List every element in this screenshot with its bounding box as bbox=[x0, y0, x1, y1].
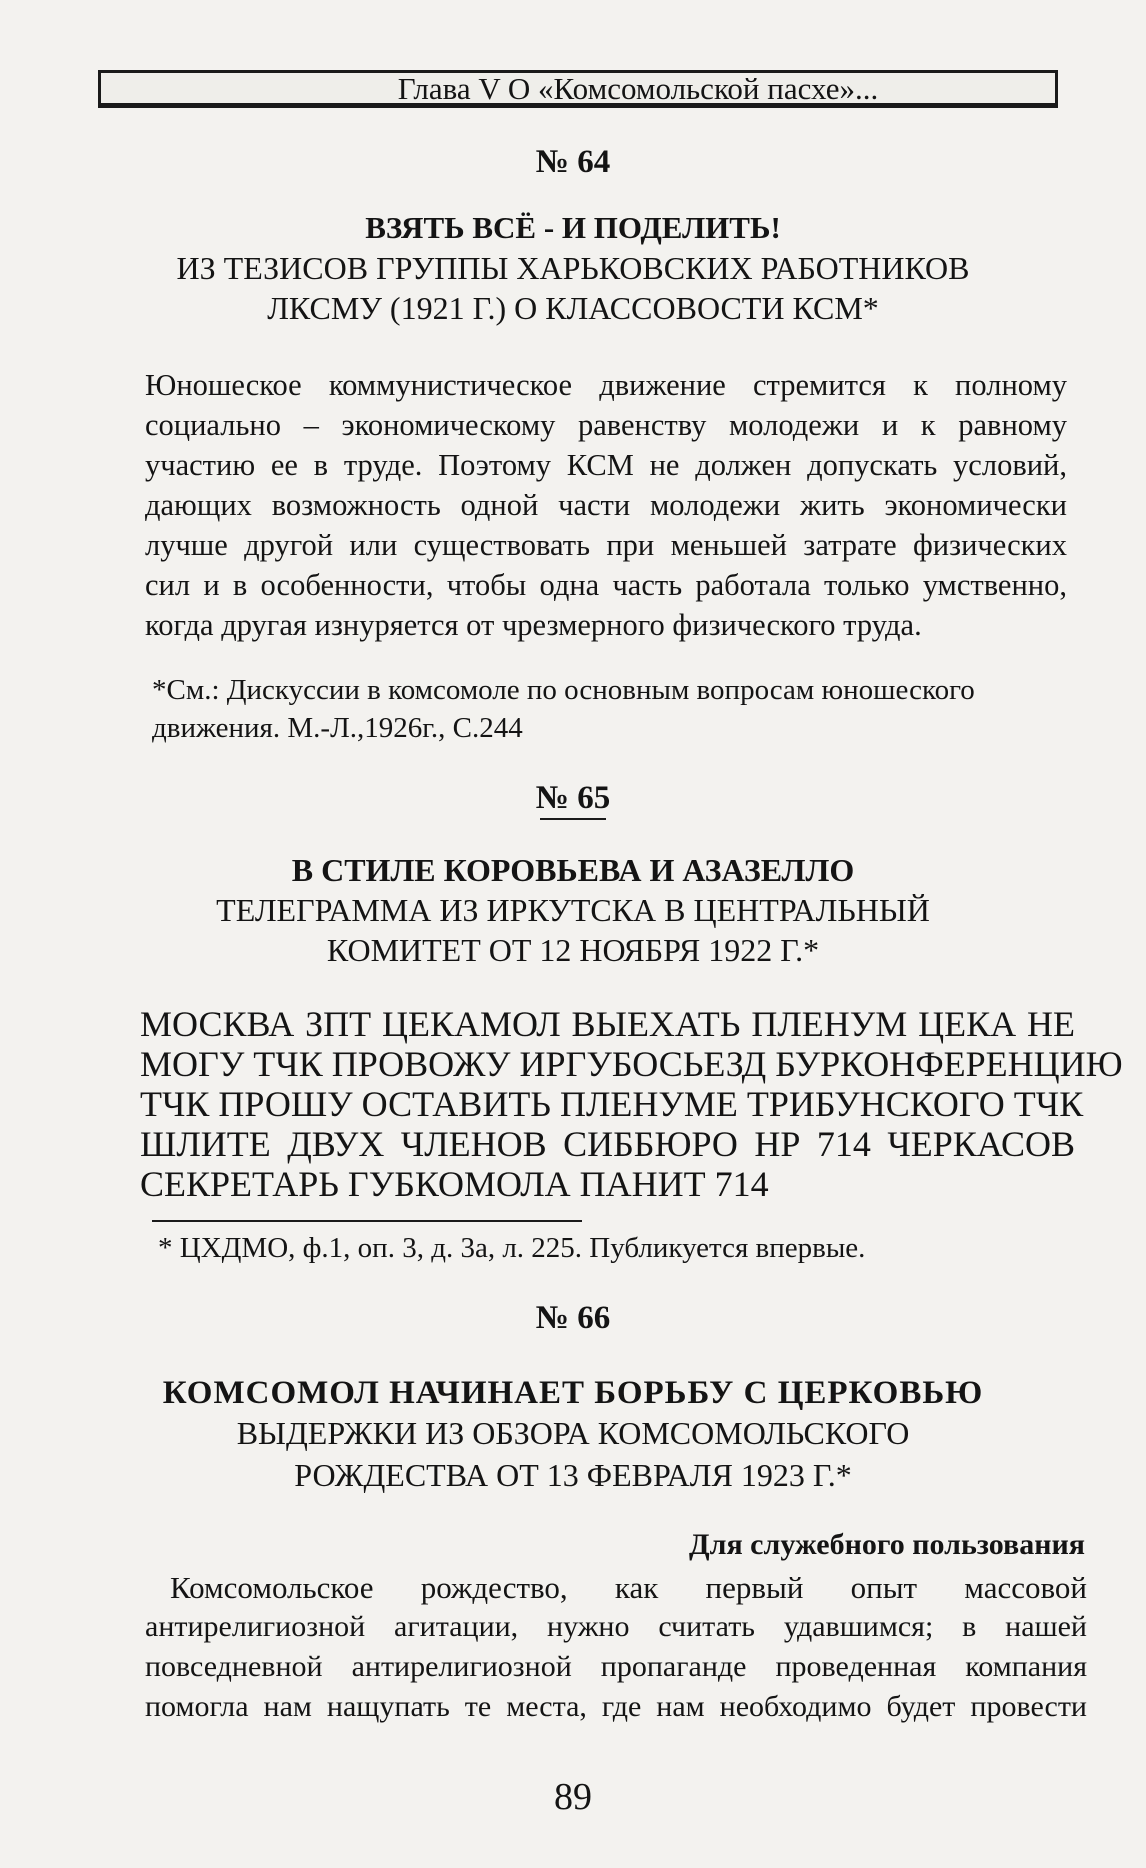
running-header-text: Глава V О «Комсомольской пасхе»... bbox=[397, 71, 879, 106]
doc64-body-line: дающих возможность одной части молодежи жить экономически bbox=[145, 488, 1067, 522]
doc64-subtitle-line: ИЗ ТЕЗИСОВ ГРУППЫ ХАРЬКОВСКИХ РАБОТНИКОВ bbox=[176, 250, 970, 286]
doc66-body-line: повседневной антирелигиозной пропаганде проведенная компания bbox=[145, 1650, 1087, 1683]
doc64-body-line: лучше другой или существовать при меньшей затрате физических bbox=[145, 528, 1067, 562]
doc66-title: КОМСОМОЛ НАЧИНАЕТ БОРЬБУ С ЦЕРКОВЬЮ bbox=[162, 1375, 984, 1411]
doc65-footnote: * ЦХДМО, ф.1, оп. 3, д. 3а, л. 225. Публикуется впервые. bbox=[158, 1232, 866, 1264]
doc64-subtitle-line: ЛКСМУ (1921 Г.) О КЛАССОВОСТИ КСМ* bbox=[267, 290, 879, 326]
doc65-number: № 65 bbox=[535, 780, 611, 816]
classification-label: Для служебного пользования bbox=[688, 1528, 1085, 1561]
page-number: 89 bbox=[554, 1776, 592, 1818]
footnote-separator bbox=[152, 1220, 582, 1222]
doc64-body-line: участию ее в труде. Поэтому КСМ не должен допускать условий, bbox=[145, 448, 1067, 482]
doc66-subtitle-line: РОЖДЕСТВА ОТ 13 ФЕВРАЛЯ 1923 Г.* bbox=[294, 1457, 852, 1493]
doc64-body-line: сил и в особенности, чтобы одна часть работала только умственно, bbox=[145, 568, 1067, 602]
doc66-body-line: антирелигиозной агитации, нужно считать удавшимся; в нашей bbox=[145, 1610, 1087, 1643]
doc66-body-line: Комсомольское рождество, как первый опыт массовой bbox=[170, 1570, 1087, 1605]
telegram-line: МОГУ ТЧК ПРОВОЖУ ИРГУБОСЬЕЗД БУРКОНФЕРЕНЦИЮ bbox=[140, 1044, 1123, 1084]
doc66-number: № 66 bbox=[535, 1300, 611, 1336]
doc64-body-line: социально – экономическому равенству молодежи и к равному bbox=[145, 408, 1067, 442]
telegram-line: СЕКРЕТАРЬ ГУБКОМОЛА ПАНИТ 714 bbox=[140, 1164, 769, 1204]
doc65-subtitle-line: ТЕЛЕГРАММА ИЗ ИРКУТСКА В ЦЕНТРАЛЬНЫЙ bbox=[216, 892, 930, 928]
doc64-footnote-line: *См.: Дискуссии в комсомоле по основным вопросам юношеского bbox=[152, 674, 975, 706]
doc64-title: ВЗЯТЬ ВСЁ - И ПОДЕЛИТЬ! bbox=[365, 210, 781, 245]
doc64-number: № 64 bbox=[535, 144, 611, 180]
doc65-title: В СТИЛЕ КОРОВЬЕВА И АЗАЗЕЛЛО bbox=[291, 852, 855, 888]
running-header bbox=[98, 70, 1058, 108]
number-underline bbox=[540, 818, 606, 820]
doc64-body-line: Юношеское коммунистическое движение стремится к полному bbox=[145, 368, 1067, 402]
doc64-body-line: когда другая изнуряется от чрезмерного физического труда. bbox=[145, 608, 922, 642]
doc66-subtitle-line: ВЫДЕРЖКИ ИЗ ОБЗОРА КОМСОМОЛЬСКОГО bbox=[236, 1415, 910, 1451]
telegram-line: МОСКВА ЗПТ ЦЕКАМОЛ ВЫЕХАТЬ ПЛЕНУМ ЦЕКА НЕ bbox=[140, 1004, 1075, 1044]
telegram-line: ШЛИТЕ ДВУХ ЧЛЕНОВ СИББЮРО НР 714 ЧЕРКАСОВ bbox=[140, 1124, 1075, 1164]
doc65-subtitle-line: КОМИТЕТ ОТ 12 НОЯБРЯ 1922 Г.* bbox=[326, 932, 820, 968]
doc64-footnote-line: движения. М.-Л.,1926г., С.244 bbox=[152, 712, 523, 744]
telegram-line: ТЧК ПРОШУ ОСТАВИТЬ ПЛЕНУМЕ ТРИБУНСКОГО ТЧК bbox=[140, 1084, 1084, 1124]
doc66-body-line: помогла нам нащупать те места, где нам необходимо будет провести bbox=[145, 1690, 1087, 1723]
